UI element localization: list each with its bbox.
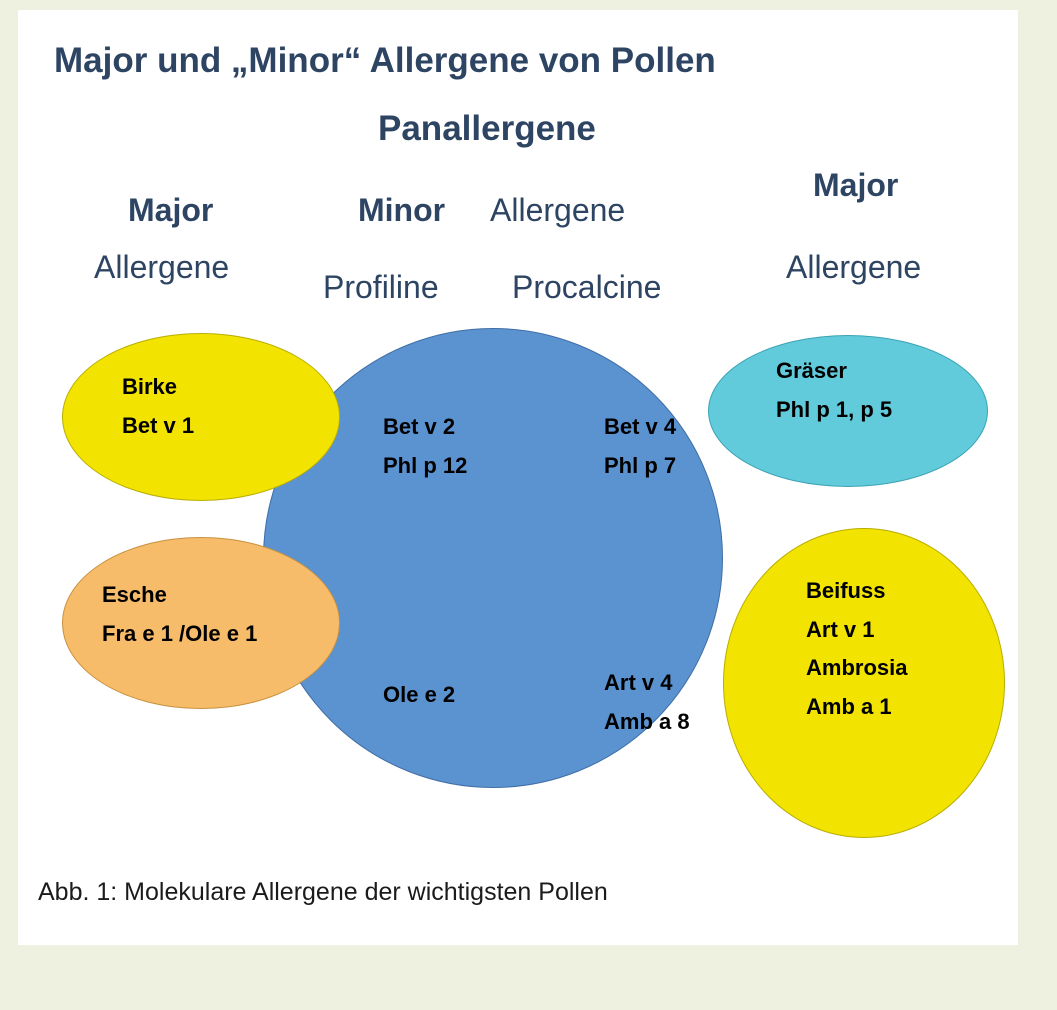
label-procalcine: Procalcine	[512, 269, 662, 305]
graeser-label-group	[776, 352, 892, 429]
procalcine-top-1: Phl p 7	[604, 452, 677, 478]
profiline-bottom-0: Ole e 2	[383, 682, 456, 707]
label-minor: Minor	[358, 192, 446, 228]
graeser-allergen-0: Phl p 1, p 5	[776, 396, 893, 422]
procalcine-bottom-0: Art v 4	[604, 670, 673, 695]
birke-name: Birke	[122, 374, 178, 399]
page-title: Major und „Minor“ Allergene von Pollen	[54, 41, 716, 80]
profiline-top-1: Phl p 12	[383, 452, 468, 478]
procalcine-top-0: Bet v 4	[604, 414, 677, 439]
beifuss-label-group	[806, 572, 907, 726]
beifuss-allergen-1: Ambrosia	[806, 655, 908, 680]
beifuss-allergen-2: Amb a 1	[806, 693, 892, 719]
procalcine-bottom-group	[604, 664, 690, 741]
label-major-left-line2: Allergene	[94, 249, 230, 285]
profiline-bottom-group	[383, 676, 455, 715]
esche-allergen-0: Fra e 1 /Ole e 1	[102, 620, 258, 646]
beifuss-name: Beifuss	[806, 578, 886, 603]
label-profiline: Profiline	[323, 269, 439, 305]
profiline-top-0: Bet v 2	[383, 414, 456, 439]
allergen-diagram	[18, 10, 1018, 850]
esche-name: Esche	[102, 582, 167, 607]
birke-allergen-0: Bet v 1	[122, 412, 195, 438]
birke-ellipse	[62, 333, 340, 501]
birke-label-group	[122, 368, 194, 445]
figure-card	[18, 10, 1018, 945]
label-major-left-line1: Major	[128, 192, 214, 228]
procalcine-top-group	[604, 408, 676, 485]
graeser-name: Gräser	[776, 358, 847, 383]
figure-caption: Abb. 1: Molekulare Allergene der wichtigsten Pollen	[38, 878, 608, 906]
label-minor-allergene: Allergene	[490, 192, 626, 228]
beifuss-allergen-0: Art v 1	[806, 616, 875, 642]
label-major-right-line2: Allergene	[786, 249, 922, 285]
procalcine-bottom-1: Amb a 8	[604, 708, 690, 734]
subtitle-panallergene: Panallergene	[378, 109, 596, 148]
esche-label-group	[102, 576, 257, 653]
profiline-top-group	[383, 408, 467, 485]
label-major-right-line1: Major	[813, 167, 899, 203]
